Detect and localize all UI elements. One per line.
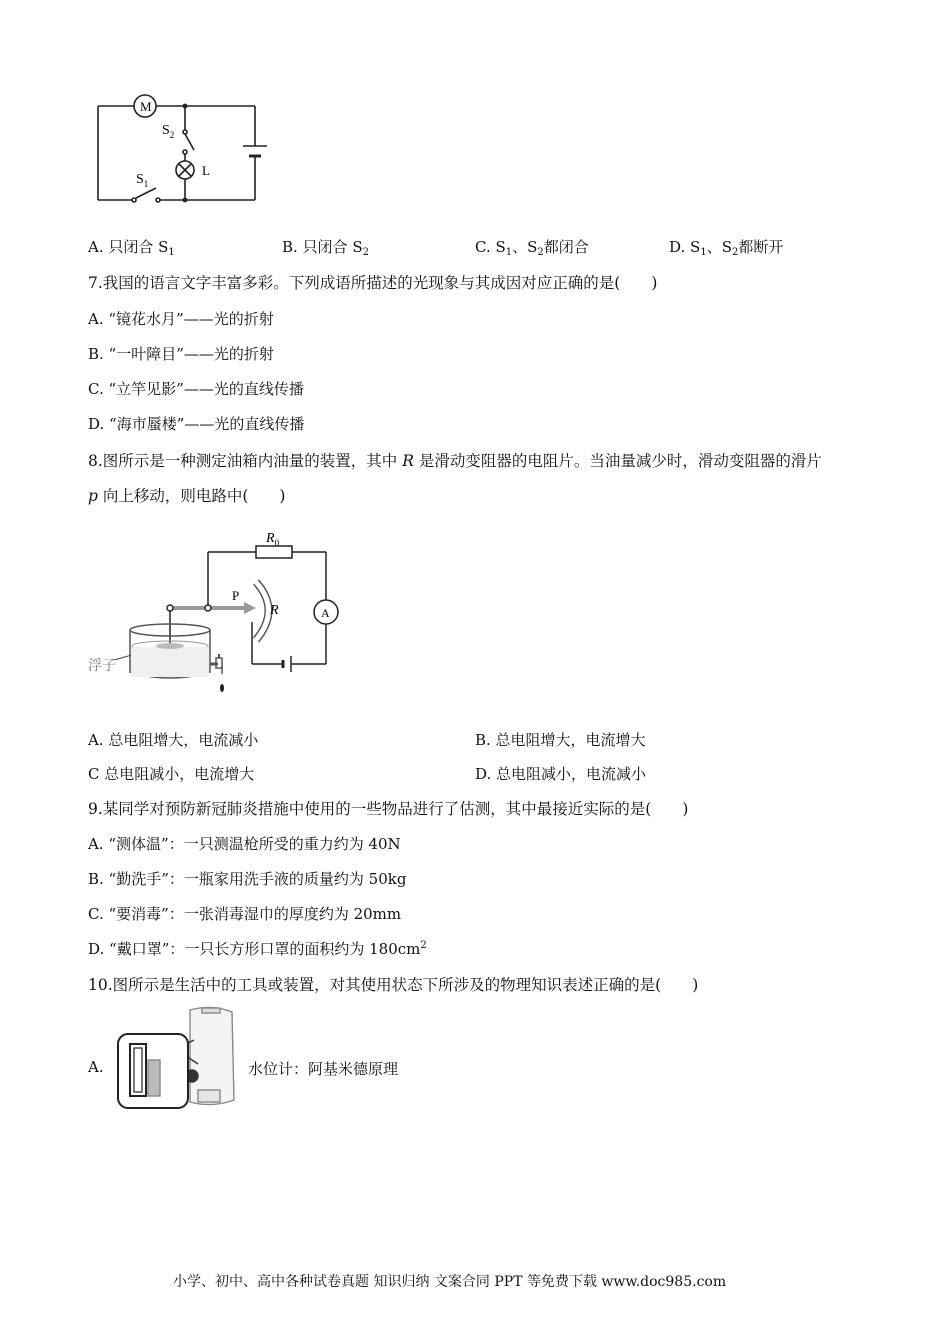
q7-option-c[interactable]: C. “立竿见影”——光的直线传播 xyxy=(88,380,304,398)
q9-option-d[interactable]: D. “戴口罩”：一只长方形口罩的面积约为 $180cm^2$ xyxy=(88,940,427,958)
q8-stem-line2: p 向上移动，则电路中( ) xyxy=(88,487,286,505)
q10-option-a-label[interactable]: A. xyxy=(88,1058,104,1076)
switch-s1-subscript: 1 xyxy=(143,179,149,189)
water-heater-level-gauge-image xyxy=(112,1004,242,1112)
q7-option-b[interactable]: B. “一叶障目”——光的折射 xyxy=(88,345,274,363)
q10-stem: 10.图所示是生活中的工具或装置，对其使用状态下所涉及的物理知识表述正确的是( ) xyxy=(88,976,699,994)
switch-s2-label: S xyxy=(162,123,170,138)
q10-option-a-text: 水位计：阿基米德原理 xyxy=(248,1060,399,1078)
lamp-label: L xyxy=(202,163,210,178)
q9-option-a[interactable]: A. “测体温”：一只测温枪所受的重力约为 40N xyxy=(88,835,401,853)
rheostat-r-label: R xyxy=(270,603,279,618)
q6-option-d[interactable]: D. $S_1$、$S_2$都断开 xyxy=(669,238,784,258)
motor-label: M xyxy=(140,99,152,114)
ammeter-label: A xyxy=(321,606,330,620)
q9-option-c[interactable]: C. “要消毒”：一张消毒湿巾的厚度约为 20mm xyxy=(88,905,402,923)
q7-option-d[interactable]: D. “海市蜃楼”——光的直线传播 xyxy=(88,415,305,433)
svg-text:S1 xyxy=(136,172,148,189)
q8-option-a[interactable]: A. 总电阻增大，电流减小 xyxy=(88,731,259,749)
q9-option-b[interactable]: B. “勤洗手”：一瓶家用洗手液的质量约为 50kg xyxy=(88,870,407,888)
q8-stem-line1: 8.图所示是一种测定油箱内油量的装置，其中 R 是滑动变阻器的电阻片。当油量减少时，滑动变阻器的滑片 xyxy=(88,452,822,470)
q6-option-b[interactable]: B. 只闭合 $S_2$ xyxy=(282,238,369,258)
q8-option-b[interactable]: B. 总电阻增大，电流增大 xyxy=(475,731,646,749)
resistor-r0-label: R xyxy=(266,531,275,546)
svg-text:R0 xyxy=(265,531,280,548)
slider-p-label: P xyxy=(232,588,240,603)
q7-option-a[interactable]: A. “镜花水月”——光的折射 xyxy=(88,310,274,328)
page-footer: 小学、初中、高中各种试卷真题 知识归纳 文案合同 PPT 等免费下载 www.doc985.com xyxy=(173,1274,727,1290)
circuit-diagram-motor-lamp xyxy=(90,88,280,213)
q7-stem: 7.我国的语言文字丰富多彩。下列成语所描述的光现象与其成因对应正确的是( ) xyxy=(88,274,658,292)
resistor-r0-subscript: 0 xyxy=(274,538,280,548)
q8-option-d[interactable]: D. 总电阻减小，电流减小 xyxy=(475,765,647,783)
float-label: 浮子 xyxy=(88,659,116,674)
q6-option-c[interactable]: C. $S_1$、$S_2$都闭合 xyxy=(475,238,589,258)
svg-text:S2 xyxy=(162,123,174,140)
q6-option-a[interactable]: A. 只闭合 $S_1$ xyxy=(88,238,175,258)
oil-level-gauge-diagram xyxy=(86,522,356,697)
q8-option-c[interactable]: C 总电阻减小，电流增大 xyxy=(88,765,255,783)
q9-stem: 9.某同学对预防新冠肺炎措施中使用的一些物品进行了估测，其中最接近实际的是( ) xyxy=(88,800,689,818)
switch-s1-label: S xyxy=(136,172,144,187)
switch-s2-subscript: 2 xyxy=(169,130,175,140)
